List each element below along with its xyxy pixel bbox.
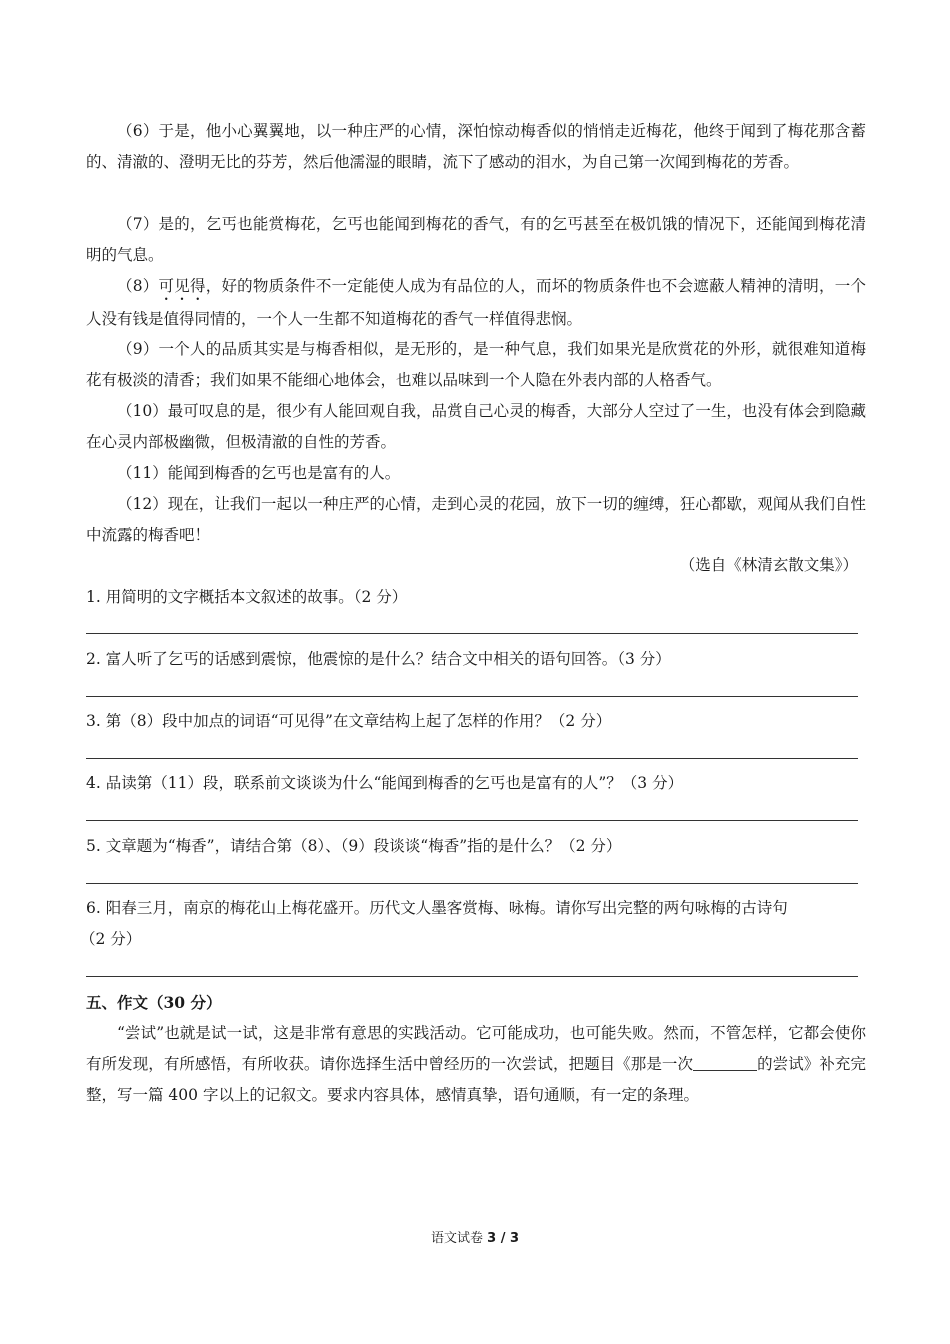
answer-line [86,696,858,697]
answer-line [86,976,858,977]
answer-line [86,633,858,634]
paragraph-7: （7）是的，乞丐也能赏梅花，乞丐也能闻到梅花的香气，有的乞丐甚至在极饥饿的情况下，还能闻到梅花清明的气息。 [86,215,866,264]
question-4: 4. 品读第（11）段，联系前文谈谈为什么“能闻到梅香的乞丐也是富有的人”？（3 分） [86,774,684,792]
paragraph-8-text: ，好的物质条件不一定能使人成为有品位的人，而坏的物质条件也不会遮蔽人精神的清明，一个人没有钱是值得同情的，一个人一生都不知道梅花的香气一样值得悲悯。 [86,277,866,328]
question-6: 6. 阳春三月，南京的梅花山上梅花盛开。历代文人墨客赏梅、咏梅。请你写出完整的两句咏梅的古诗句 [86,899,788,917]
question-1: 1. 用简明的文字概括本文叙述的故事。（2 分） [86,588,408,606]
question-3: 3. 第（8）段中加点的词语“可见得”在文章结构上起了怎样的作用？（2 分） [86,712,612,730]
source-citation: （选自《林清玄散文集》） [679,556,858,574]
paragraph-12: （12）现在，让我们一起以一种庄严的心情，走到心灵的花园，放下一切的缠缚，狂心都歇，观闻从我们自性中流露的梅香吧！ [86,495,866,544]
paragraph-8-number: （8） [117,277,159,295]
answer-line [86,820,858,821]
answer-line [86,883,858,884]
paragraph-9: （9）一个人的品质其实是与梅香相似，是无形的，是一种气息，我们如果光是欣赏花的外形，就很难知道梅花有极淡的清香；我们如果不能细心地体会，也难以品味到一个人隐在外表内部的人格香气。 [86,340,866,389]
paragraph-11: （11）能闻到梅香的乞丐也是富有的人。 [117,464,401,482]
composition-heading: 五、作文（30 分） [86,993,222,1012]
composition-text-1: “尝试”也就是试一试，这是非常有意思的实践活动。它可能成功，也可能失败。然而，不管怎样，它都会使你有所发现，有所感悟，有所收获。请你选择生活中曾经历的一次尝试，把题目《那是一次 [86,1024,866,1073]
answer-line [86,758,858,759]
footer-label: 语文试卷 [430,1231,488,1246]
composition-text-2: 的尝试》补充完整，写一篇 400 字以上的记叙文。要求内容具体，感情真挚，语句通顺，有一定的条理。 [86,1055,866,1104]
page-number: 3 / 3 [487,1231,520,1246]
paragraph-8 [86,271,866,335]
question-5: 5. 文章题为“梅香”，请结合第（8）、（9）段谈谈“梅香”指的是什么？（2 分） [86,837,622,855]
question-6-score: （2 分） [80,930,142,948]
title-blank [693,1055,757,1072]
question-2: 2. 富人听了乞丐的话感到震惊，他震惊的是什么？结合文中相关的语句回答。（3 分） [86,650,671,668]
paragraph-10: （10）最可叹息的是，很少有人能回观自我，品赏自己心灵的梅香，大部分人空过了一生，也没有体会到隐藏在心灵内部极幽微，但极清澈的自性的芳香。 [86,402,866,451]
paragraph-6: （6）于是，他小心翼翼地，以一种庄严的心情，深怕惊动梅香似的悄悄走近梅花，他终于闻到了梅花那含蓄的、清澈的、澄明无比的芬芳，然后他濡湿的眼睛，流下了感动的泪水，为自己第一次闻到梅花的芳香。 [86,122,866,171]
page-footer [0,1227,950,1246]
composition-prompt [86,1018,866,1111]
dotted-word: 可见得 [158,277,206,295]
